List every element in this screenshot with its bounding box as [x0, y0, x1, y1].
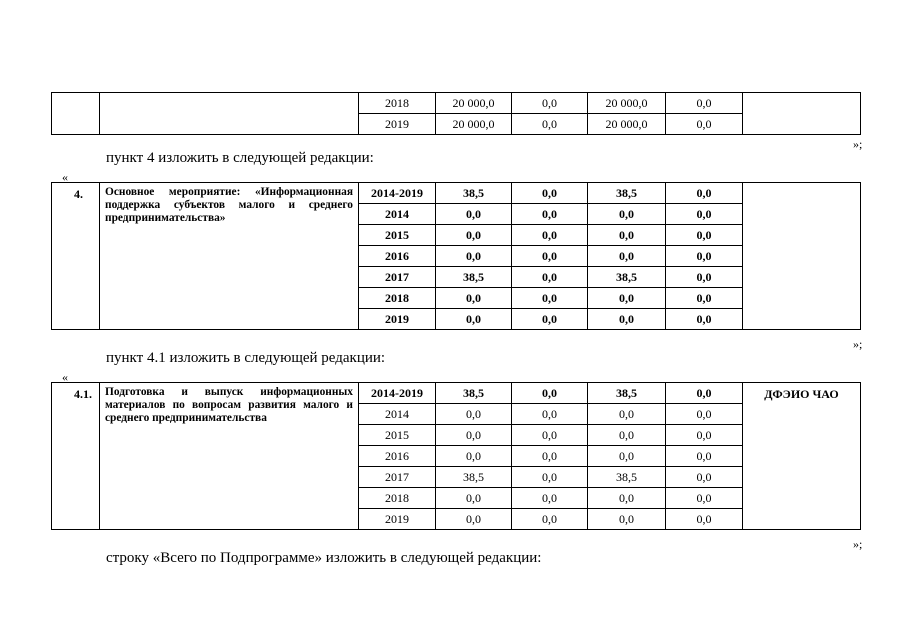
other-sources-cell: 0,0: [666, 404, 743, 425]
executor-cell: [743, 93, 861, 135]
federal-budget-cell: 0,0: [512, 288, 588, 309]
year-cell: 2015: [359, 425, 436, 446]
item-number-cell: 4.1.: [52, 383, 100, 530]
opening-quote: «: [62, 370, 68, 384]
total-cell: 0,0: [436, 225, 512, 246]
instruction-paragraph: строку «Всего по Подпрограмме» изложить в следующей редакции:: [106, 550, 542, 566]
okrug-budget-cell: 0,0: [588, 404, 666, 425]
federal-budget-cell: 0,0: [512, 267, 588, 288]
okrug-budget-cell: 0,0: [588, 446, 666, 467]
year-cell: 2019: [359, 309, 436, 330]
other-sources-cell: 0,0: [666, 446, 743, 467]
other-sources-cell: 0,0: [666, 488, 743, 509]
other-sources-cell: 0,0: [666, 204, 743, 225]
total-cell: 38,5: [436, 267, 512, 288]
other-sources-cell: 0,0: [666, 183, 743, 204]
total-cell: 0,0: [436, 446, 512, 467]
year-cell: 2019: [359, 114, 436, 135]
other-sources-cell: 0,0: [666, 267, 743, 288]
federal-budget-cell: 0,0: [512, 204, 588, 225]
federal-budget-cell: 0,0: [512, 509, 588, 530]
instruction-paragraph: пункт 4.1 изложить в следующей редакции:: [106, 350, 386, 366]
other-sources-cell: 0,0: [666, 425, 743, 446]
okrug-budget-cell: 0,0: [588, 204, 666, 225]
total-cell: 38,5: [436, 467, 512, 488]
other-sources-cell: 0,0: [666, 288, 743, 309]
other-sources-cell: 0,0: [666, 114, 743, 135]
federal-budget-cell: 0,0: [512, 404, 588, 425]
total-cell: 0,0: [436, 309, 512, 330]
other-sources-cell: 0,0: [666, 383, 743, 404]
total-cell: 0,0: [436, 488, 512, 509]
table-row: [52, 183, 861, 204]
federal-budget-cell: 0,0: [512, 488, 588, 509]
year-cell: 2018: [359, 93, 436, 114]
okrug-budget-cell: 0,0: [588, 225, 666, 246]
item-title-cell: Подготовка и выпуск информационных материалов по вопросам развития малого и среднего предпринимательства: [100, 383, 359, 530]
total-cell: 20 000,0: [436, 93, 512, 114]
other-sources-cell: 0,0: [666, 509, 743, 530]
year-cell: 2016: [359, 246, 436, 267]
total-cell: 0,0: [436, 246, 512, 267]
federal-budget-cell: 0,0: [512, 225, 588, 246]
federal-budget-cell: 0,0: [512, 93, 588, 114]
okrug-budget-cell: 38,5: [588, 383, 666, 404]
table-row: [52, 93, 861, 114]
total-cell: 38,5: [436, 183, 512, 204]
total-cell: 20 000,0: [436, 114, 512, 135]
closing-quote: »;: [853, 537, 863, 551]
item-title-cell: Основное мероприятие: «Информационная поддержка субъектов малого и среднего предпринимательства»: [100, 183, 359, 330]
total-cell: 0,0: [436, 425, 512, 446]
okrug-budget-cell: 0,0: [588, 246, 666, 267]
executor-cell: ДФЭИО ЧАО: [743, 383, 861, 530]
federal-budget-cell: 0,0: [512, 467, 588, 488]
total-cell: 38,5: [436, 383, 512, 404]
okrug-budget-cell: 0,0: [588, 288, 666, 309]
federal-budget-cell: 0,0: [512, 114, 588, 135]
total-cell: 0,0: [436, 404, 512, 425]
federal-budget-cell: 0,0: [512, 246, 588, 267]
okrug-budget-cell: 0,0: [588, 425, 666, 446]
item-number-cell: 4.: [52, 183, 100, 330]
year-cell: 2017: [359, 467, 436, 488]
other-sources-cell: 0,0: [666, 93, 743, 114]
federal-budget-cell: 0,0: [512, 309, 588, 330]
federal-budget-cell: 0,0: [512, 425, 588, 446]
item-number-cell: [52, 93, 100, 135]
year-cell: 2017: [359, 267, 436, 288]
okrug-budget-cell: 38,5: [588, 267, 666, 288]
year-cell: 2018: [359, 288, 436, 309]
federal-budget-cell: 0,0: [512, 446, 588, 467]
year-cell: 2018: [359, 488, 436, 509]
executor-cell: [743, 183, 861, 330]
year-cell: 2014: [359, 204, 436, 225]
closing-quote: »;: [853, 137, 863, 151]
table-item-4-1: [51, 382, 861, 530]
closing-quote: »;: [853, 337, 863, 351]
okrug-budget-cell: 38,5: [588, 467, 666, 488]
okrug-budget-cell: 0,0: [588, 509, 666, 530]
instruction-paragraph: пункт 4 изложить в следующей редакции:: [106, 150, 374, 166]
table-row: [52, 383, 861, 404]
other-sources-cell: 0,0: [666, 246, 743, 267]
year-cell: 2014: [359, 404, 436, 425]
other-sources-cell: 0,0: [666, 225, 743, 246]
total-cell: 0,0: [436, 509, 512, 530]
okrug-budget-cell: 0,0: [588, 488, 666, 509]
okrug-budget-cell: 20 000,0: [588, 93, 666, 114]
year-cell: 2015: [359, 225, 436, 246]
year-cell: 2014-2019: [359, 383, 436, 404]
federal-budget-cell: 0,0: [512, 383, 588, 404]
okrug-budget-cell: 0,0: [588, 309, 666, 330]
other-sources-cell: 0,0: [666, 467, 743, 488]
other-sources-cell: 0,0: [666, 309, 743, 330]
item-title-cell: [100, 93, 359, 135]
table-continuation: [51, 92, 861, 135]
okrug-budget-cell: 38,5: [588, 183, 666, 204]
year-cell: 2016: [359, 446, 436, 467]
okrug-budget-cell: 20 000,0: [588, 114, 666, 135]
opening-quote: «: [62, 170, 68, 184]
year-cell: 2014-2019: [359, 183, 436, 204]
table-item-4: [51, 182, 861, 330]
total-cell: 0,0: [436, 288, 512, 309]
year-cell: 2019: [359, 509, 436, 530]
total-cell: 0,0: [436, 204, 512, 225]
federal-budget-cell: 0,0: [512, 183, 588, 204]
